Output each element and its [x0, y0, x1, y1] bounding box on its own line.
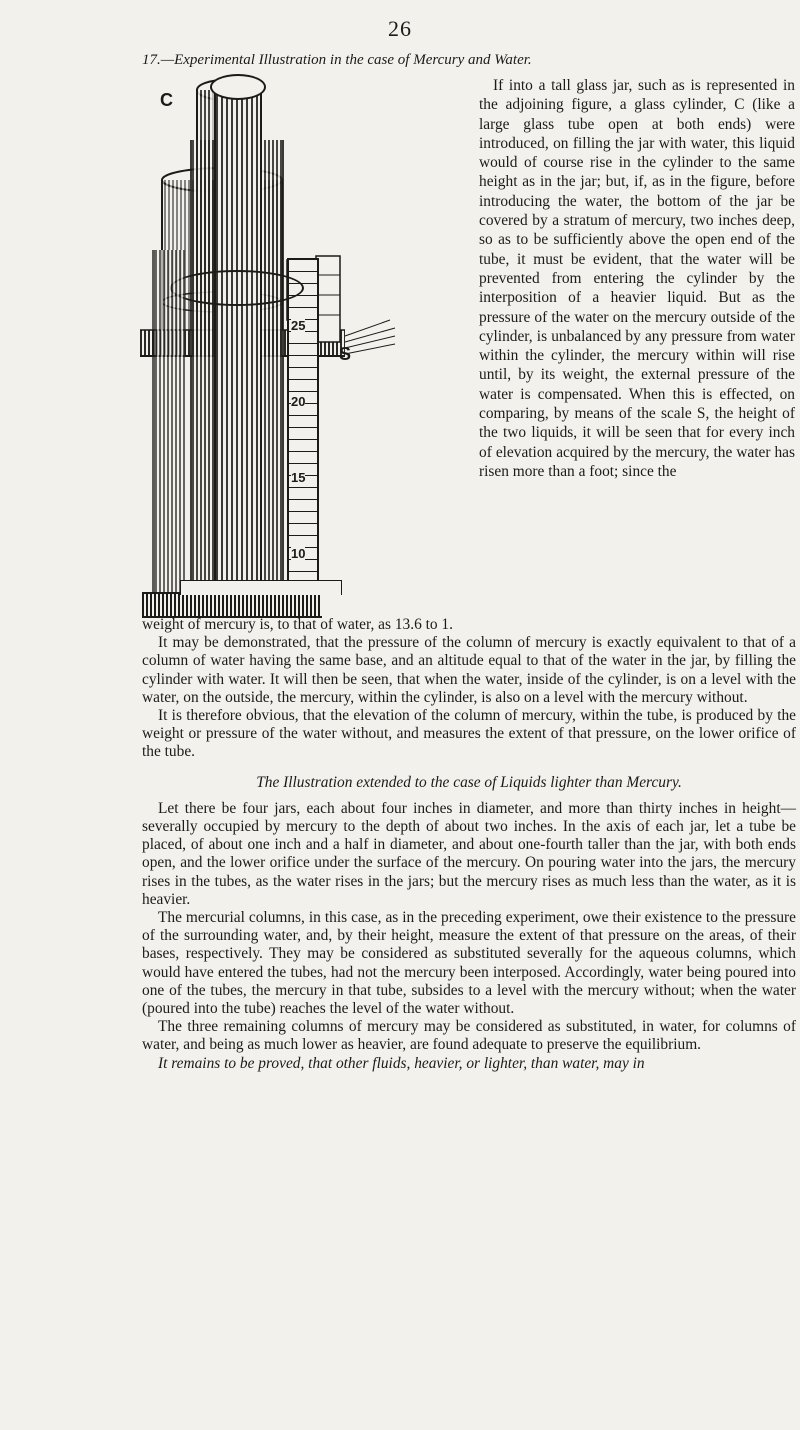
- graduated-scale: [287, 258, 319, 588]
- section-paragraph-3: The three remaining columns of mercury may be considered as substituted, in water, for columns of water, and being as much lower as heavier, are found adequate to preserve the equilibrium.: [142, 1018, 796, 1054]
- scale-mark-10: 10: [291, 546, 306, 561]
- scale-mark-15: 15: [291, 470, 306, 485]
- scale-mark-25: 25: [291, 318, 306, 333]
- section-heading: 17.—Experimental Illustration in the case of Mercury and Water.: [142, 52, 532, 68]
- page-number: 26: [388, 16, 412, 41]
- base-plate: [142, 592, 322, 618]
- base-platform: [180, 580, 342, 595]
- label-c: C: [160, 90, 173, 110]
- side-paragraph: If into a tall glass jar, such as is represented in the adjoining figure, a glass cylinder, C (like a large glass tube open at both ends) were introduced, on filling the jar with water, this liquid would of course rise in the cylinder to the same height as in the jar; but, if, as in the figure, before introducing the water, the bottom of the jar be covered by a stratum of mercury, two inches deep, so as to be sufficiently above the open end of the tube, it must be evident, that the water will be prevented from entering the cylinder by the interposition of a heavier liquid. But as the pressure of the water on the mercury outside of the cylinder, is unbalanced by any pressure from water within the cylinder, the mercury within will rise until, by its weight, the external pressure of the water is compensated. When this is effected, on comparing, by means of the scale S, the height of the two liquids, it will be seen that for every inch of elevation acquired by the mercury, the water has risen more than a foot; since the: [479, 77, 795, 480]
- full-width-text: [142, 616, 796, 1073]
- paragraph-1: weight of mercury is, to that of water, as 13.6 to 1.: [142, 616, 453, 633]
- jar-lip: [170, 270, 304, 306]
- side-column-text: [479, 76, 795, 481]
- closing-line: It remains to be proved, that other fluids, heavier, or lighter, than water, may in: [158, 1054, 645, 1072]
- section-paragraph-2: The mercurial columns, in this case, as in the preceding experiment, owe their existence to the pressure of the surrounding water, and, by their height, measure the extent of that pressure on the areas, of their bases, respectively. They may be considered as substituted severally for the aqueous columns, which would have entered the tubes, had not the mercury been interposed. Accordingly, water being poured into one of the tubes, the mercury in that tube, subsides to a level with the mercury without; when the water (poured into the tube) reaches the level of the water without.: [142, 909, 796, 1018]
- paragraph-3: It is therefore obvious, that the elevation of the column of mercury, within the tube, is produced by the weight or pressure of the water without, and measures the extent of that pressure, on the lower orifice of the tube.: [142, 707, 796, 761]
- section-paragraph-1: Let there be four jars, each about four inches in diameter, and more than thirty inches in height—severally occupied by mercury to the depth of about two inches. In the axis of each jar, let a tube be placed, of about one inch and a half in diameter, and about one-fourth taller than the jar, with both ends open, and the lower orifice under the surface of the mercury. On pouring water into the jars, the mercury rises in the tubes, as the water rises in the jars; but the mercury rises as much less than the water, as it is heavier.: [142, 799, 796, 908]
- section-title: The Illustration extended to the case of Liquids lighter than Mercury.: [256, 773, 682, 791]
- cylinder-rim: [210, 74, 266, 100]
- label-s: S: [339, 344, 352, 364]
- glass-cylinder: [214, 86, 262, 596]
- jar-handle-left: [152, 250, 185, 600]
- scale-mark-20: 20: [291, 394, 306, 409]
- paragraph-2: It may be demonstrated, that the pressure of the column of mercury is exactly equivalent to that of a column of water having the same base, and an altitude equal to that of the water in the jar, by filling the cylinder with water. It will then be seen, that when the water, inside of the cylinder, is on a level with the water, on the outside, the mercury, within the cylinder, is also on a level with the mercury without.: [142, 634, 796, 706]
